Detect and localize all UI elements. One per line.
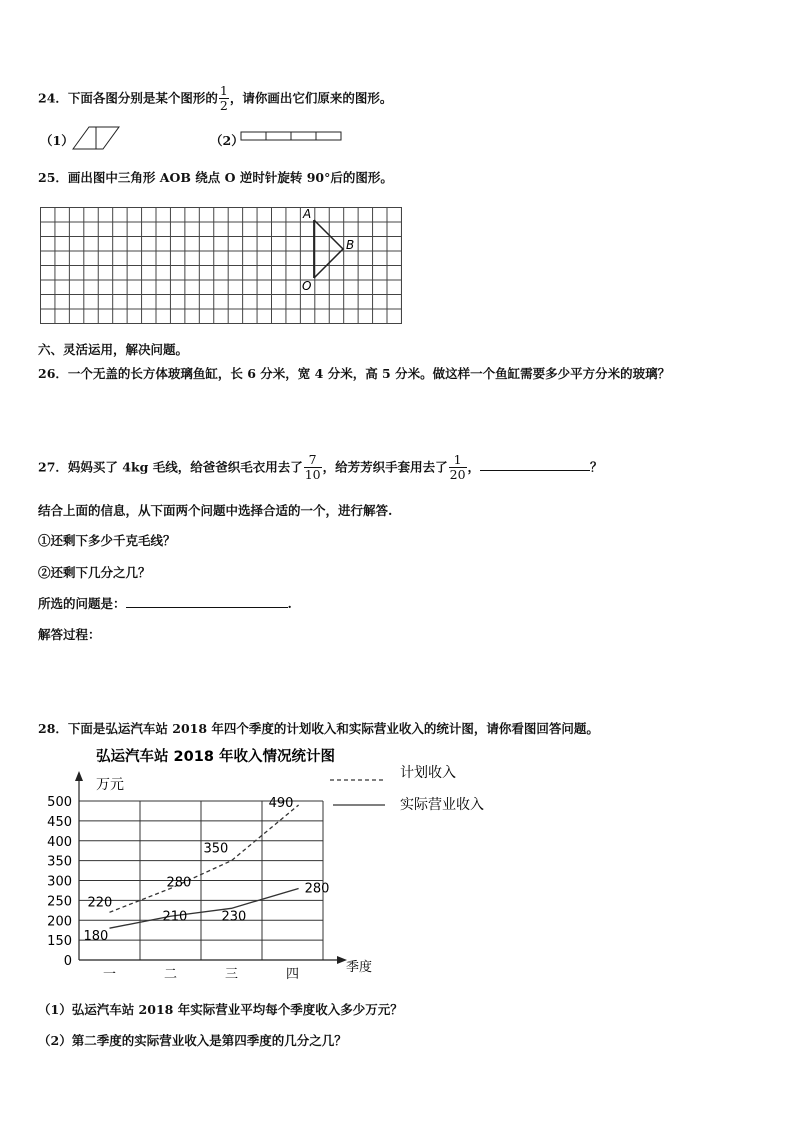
q28-text: 28．下面是弘运汽车站 2018 年四个季度的计划收入和实际营业收入的统计图，请你看图回答问题。 (38, 721, 599, 736)
data-label: 490 (268, 795, 294, 811)
y-axis-arrow (75, 771, 83, 781)
q27-part1: 27．妈妈买了 4kg 毛线，给爸爸织毛衣用去了 (38, 459, 303, 475)
q27-solve-label: 解答过程： (38, 627, 101, 642)
q24-fraction (219, 84, 229, 114)
y-tick-label: 500 (47, 795, 72, 810)
q25-point-a: A (303, 207, 312, 221)
q24-frac-den: 2 (219, 98, 228, 114)
legend-actual-label: 实际营业收入 (400, 797, 484, 813)
q27-chosen-line (38, 594, 292, 612)
chart-ylabel: 万元 (96, 777, 124, 793)
q24-prefix: 24．下面各图分别是某个图形的 (38, 90, 218, 106)
data-label: 280 (166, 875, 192, 891)
q25-triangle (300, 205, 370, 295)
q26-text: 26．一个无盖的长方体玻璃鱼缸，长 6 分米，宽 4 分米，高 5 分米。做这样一个鱼缸需要多少平方分米的玻璃？ (38, 366, 671, 381)
data-label: 210 (162, 909, 188, 925)
income-line-chart (40, 740, 520, 985)
data-label: 350 (203, 841, 229, 857)
q27-f2-den: 20 (449, 467, 466, 483)
y-tick-label: 250 (47, 894, 72, 910)
chart-xlabel: 季度 (346, 960, 373, 975)
x-tick-label: 一 (102, 967, 117, 982)
q25-text: 25．画出图中三角形 AOB 绕点 O 逆时针旋转 90°后的图形。 (38, 170, 393, 185)
q27-option-2: ②还剩下几分之几？ (38, 565, 151, 580)
q25-point-o: O (302, 279, 312, 293)
q24-line (38, 84, 392, 114)
q27-chosen-label: 所选的问题是： (38, 596, 126, 611)
q24-strip-figure (240, 131, 342, 141)
y-tick-label: 300 (47, 874, 72, 890)
y-tick-label: 350 (47, 854, 72, 870)
data-label: 180 (83, 929, 109, 945)
q27-line (38, 453, 603, 483)
chart-title: 弘运汽车站 2018 年收入情况统计图 (96, 749, 335, 765)
q24-label2: （2） (210, 133, 244, 148)
x-tick-label: 四 (285, 967, 300, 982)
q27-part3: ， (467, 459, 481, 475)
y-tick-label: 450 (47, 814, 72, 830)
data-label: 230 (221, 909, 247, 925)
data-label: 280 (304, 881, 330, 897)
q24-frac-num: 1 (219, 83, 228, 98)
q24-suffix: ，请你画出它们原来的图形。 (229, 90, 393, 106)
q27-option-1: ①还剩下多少千克毛线？ (38, 533, 176, 548)
q27-f1-den: 10 (304, 467, 321, 483)
q27-answer-blank[interactable] (480, 470, 590, 471)
q27-f1-num: 7 (308, 452, 317, 467)
q27-part2: ，给芳芳织手套用去了 (322, 459, 448, 475)
q27-fraction-2 (449, 453, 467, 483)
x-tick-label: 三 (224, 967, 239, 982)
x-tick-label: 二 (163, 967, 178, 982)
q25-point-b: B (346, 238, 355, 252)
y-tick-label: 150 (47, 934, 72, 950)
q27-f2-num: 1 (453, 452, 462, 467)
q28-sub1: （1）弘运汽车站 2018 年实际营业平均每个季度收入多少万元？ (38, 1002, 403, 1017)
q27-instruction: 结合上面的信息，从下面两个问题中选择合适的一个，进行解答. (38, 503, 393, 518)
q24-parallelogram-figure (72, 126, 120, 150)
series-actual-line (110, 888, 299, 928)
q27-chosen-blank[interactable] (126, 607, 288, 608)
q27-fraction-1 (304, 453, 322, 483)
legend-plan-label: 计划收入 (400, 765, 456, 781)
q28-sub2: （2）第二季度的实际营业收入是第四季度的几分之几？ (38, 1033, 347, 1048)
y-tick-label: 400 (47, 834, 72, 850)
q24-label1: （1） (40, 133, 74, 148)
q27-question-mark: ？ (590, 459, 603, 475)
q27-period: . (287, 596, 292, 611)
y-tick-label: 200 (47, 914, 72, 930)
data-label: 220 (87, 895, 113, 911)
section-6-heading: 六、灵活运用，解决问题。 (38, 342, 189, 357)
y-tick-label: 0 (63, 954, 72, 969)
